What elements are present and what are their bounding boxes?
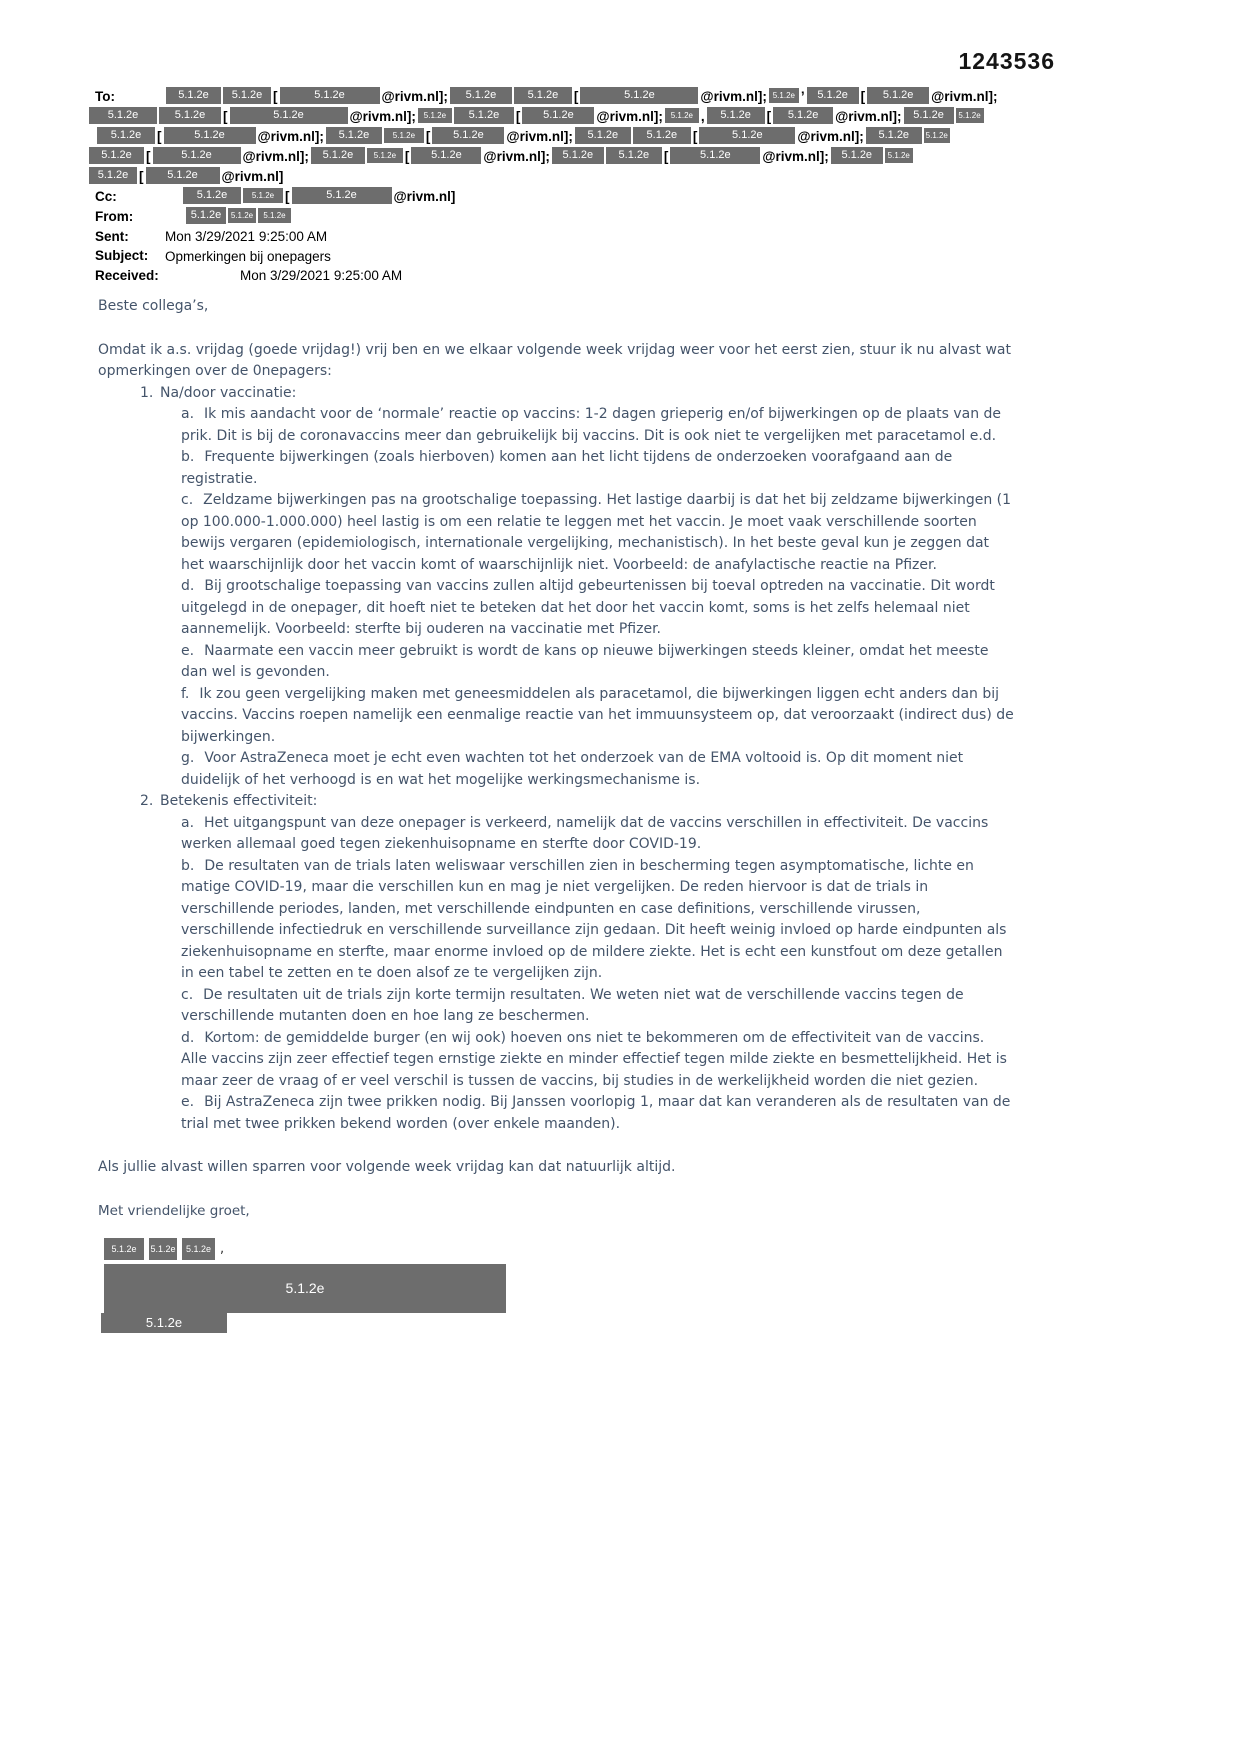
sub-item-text: De resultaten van de trials laten weliswaar verschillen zien in bescherming tegen asymptomatische, lichte en matige COVID-19, maar die verschillen kun en mag je niet vergelijken. De reden hiervoor is dat de trials in verschillende periodes, landen, met verschillende eindpunten en case definitions, verschillende virussen, verschillende infectiedruk en verschillende surveillance zijn gedaan. Dit heeft weinig invloed op harde eindpunten als ziekenhuisopname en sterfte, maar enorme invloed op de mildere ziekte. Het is echt een kunstfout om deze getallen in een tabel te zetten en te doen alsof ze te vergelijken zijn. bbox=[181, 857, 1007, 981]
header-text-fragment: @rivm.nl]; bbox=[931, 88, 998, 104]
signature-redaction-box: 5.1.2e bbox=[182, 1238, 215, 1260]
sub-item-letter: d. bbox=[181, 1029, 195, 1046]
header-row bbox=[88, 246, 1201, 266]
signature-bottom-redaction-box: 5.1.2e bbox=[101, 1313, 227, 1333]
header-field-value: Opmerkingen bij onepagers bbox=[165, 248, 331, 264]
redaction-box: 5.1.2e bbox=[164, 127, 256, 144]
header-text-fragment: @rivm.nl]; bbox=[381, 88, 448, 104]
sub-item-text: Frequente bijwerkingen (zoals hierboven) komen aan het licht tijdens de onderzoeken voorafgaand aan de registratie. bbox=[181, 449, 953, 487]
redaction-box: 5.1.2e bbox=[580, 87, 698, 104]
sub-item-letter: f. bbox=[181, 685, 190, 702]
redaction-box: 5.1.2e bbox=[866, 127, 922, 144]
header-text-fragment: [ bbox=[223, 108, 228, 124]
list-item-title: Na/door vaccinatie: bbox=[160, 384, 297, 401]
header-text-fragment: [ bbox=[273, 88, 278, 104]
sub-item-letter: d. bbox=[181, 578, 195, 594]
redaction-box: 5.1.2e bbox=[450, 87, 512, 104]
header-text-fragment: @rivm.nl]; bbox=[483, 148, 550, 164]
sub-item-text: Ik zou geen vergelijking maken met geneesmiddelen als paracetamol, die bijwerkingen liggen echt anders dan bij vaccins. Vaccins roepen namelijk een eenmalige reactie van het immuunsysteem op, dat veroorzaakt (indirect dus) de bijwerkingen. bbox=[181, 685, 1014, 745]
list-item bbox=[98, 791, 1014, 813]
sub-item-text: Ik mis aandacht voor de ‘normale’ reactie op vaccins: 1-2 dagen grieperig en/of bijwerkingen op de plaats van de prik. Dit is bij de coronavaccins meer dan gebruikelijk bij vaccins. Dit is ook niet te vergelijken met paracetamol e.d. bbox=[181, 406, 1002, 444]
header-text-fragment: @rivm.nl]; bbox=[349, 108, 416, 124]
sub-item-text: Kortom: de gemiddelde burger (en wij ook) hoeven ons niet te bekommeren om de effectiviteit van de vaccins. Alle vaccins zijn zeer effectief tegen ernstige ziekte en minder effectief tegen milde ziekte en besmettelijkheid. Het is maar zeer de vraag of er veel verschil is tussen de vaccins, bij studies in de werkelijkheid worden die niet gezien. bbox=[181, 1029, 1007, 1089]
header-row bbox=[88, 106, 1201, 126]
header-field-label: Sent: bbox=[95, 228, 129, 244]
redaction-box: 5.1.2e bbox=[159, 107, 221, 124]
list-item bbox=[98, 383, 1014, 405]
list-number: 2. bbox=[140, 793, 154, 809]
sub-item-text: Het uitgangspunt van deze onepager is verkeerd, namelijk dat de vaccins verschillen in effectiviteit. De vaccins werken allemaal goed tegen ziekenhuisopname en sterfte door COVID-19. bbox=[181, 814, 989, 852]
sub-item-letter: e. bbox=[181, 1094, 195, 1110]
header-text-fragment: [ bbox=[285, 188, 290, 204]
redaction-box: 5.1.2e bbox=[956, 108, 984, 123]
header-text-fragment: [ bbox=[146, 148, 151, 164]
header-field-label: From: bbox=[95, 208, 134, 224]
sub-item-text: De resultaten uit de trials zijn korte termijn resultaten. We weten niet wat de verschillende vaccins tegen de verschillende mutanten doen en hoe lang ze beschermen. bbox=[181, 986, 964, 1024]
redaction-box: 5.1.2e bbox=[183, 187, 241, 204]
redaction-box: 5.1.2e bbox=[707, 107, 765, 124]
list-sub-item bbox=[98, 856, 1014, 985]
header-text-fragment: [ bbox=[515, 108, 521, 124]
redaction-box: 5.1.2e bbox=[773, 107, 833, 124]
list-sub-item bbox=[98, 813, 1014, 856]
signature-block bbox=[104, 1238, 1014, 1333]
redaction-box: 5.1.2e bbox=[280, 87, 380, 104]
redaction-box: 5.1.2e bbox=[311, 147, 365, 164]
redaction-box: 5.1.2e bbox=[904, 107, 954, 124]
redaction-box: 5.1.2e bbox=[258, 208, 291, 223]
email-header bbox=[88, 86, 1201, 285]
signature-comma: , bbox=[220, 1241, 225, 1257]
greeting: Beste collega’s, bbox=[98, 298, 209, 314]
redaction-box: 5.1.2e bbox=[522, 107, 594, 124]
redaction-box: 5.1.2e bbox=[633, 127, 691, 144]
header-text-fragment: @rivm.nl]; bbox=[257, 128, 324, 144]
list-sub-item bbox=[98, 576, 1014, 641]
redaction-box: 5.1.2e bbox=[867, 87, 929, 104]
sub-item-letter: b. bbox=[181, 857, 195, 874]
redaction-box: 5.1.2e bbox=[769, 88, 799, 103]
redaction-box: 5.1.2e bbox=[411, 147, 481, 164]
redaction-box: 5.1.2e bbox=[606, 147, 662, 164]
header-text-fragment: @rivm.nl]; bbox=[762, 148, 829, 164]
sub-item-letter: g. bbox=[181, 750, 195, 766]
header-row bbox=[88, 166, 1201, 186]
sub-item-text: Bij grootschalige toepassing van vaccins zullen altijd gebeurtenissen bij toeval optreden na vaccinatie. Dit wordt uitgelegd in de onepager, dit hoeft niet te beteken dat het door het vaccin komt, soms is het zelfs helemaal niet aannemelijk. Voorbeeld: sterfte bij ouderen na vaccinatie met Pfizer. bbox=[181, 578, 995, 637]
header-text-fragment: @rivm.nl]; bbox=[700, 88, 767, 104]
closing-paragraph: Als jullie alvast willen sparren voor volgende week vrijdag kan dat natuurlijk altijd. bbox=[98, 1159, 676, 1175]
header-text-fragment: [ bbox=[157, 128, 162, 144]
redaction-box: 5.1.2e bbox=[228, 208, 256, 223]
header-field-label: Received: bbox=[95, 268, 159, 284]
header-gap bbox=[165, 216, 185, 217]
header-text-fragment: [ bbox=[766, 108, 772, 124]
redaction-box: 5.1.2e bbox=[89, 167, 137, 184]
document-number: 1243536 bbox=[958, 48, 1055, 74]
header-field-value: Mon 3/29/2021 9:25:00 AM bbox=[240, 268, 403, 284]
redaction-box: 5.1.2e bbox=[665, 108, 699, 123]
header-text-fragment: @rivm.nl]; bbox=[506, 128, 573, 144]
email-body bbox=[98, 296, 1014, 1333]
header-text-fragment: [ bbox=[139, 168, 144, 184]
list-sub-item bbox=[98, 684, 1014, 749]
redaction-box: 5.1.2e bbox=[924, 128, 950, 143]
header-row bbox=[88, 206, 1201, 226]
sub-item-letter: a. bbox=[181, 406, 195, 422]
header-text-fragment: [ bbox=[573, 88, 579, 104]
redaction-box: 5.1.2e bbox=[97, 127, 155, 144]
redaction-box: 5.1.2e bbox=[699, 127, 795, 144]
redaction-box: 5.1.2e bbox=[166, 87, 221, 104]
redaction-box: 5.1.2e bbox=[807, 87, 859, 104]
redaction-box: 5.1.2e bbox=[223, 87, 271, 104]
header-text-fragment: @rivm.nl]; bbox=[596, 108, 663, 124]
redaction-box: 5.1.2e bbox=[292, 187, 392, 204]
header-text-fragment: ’ bbox=[800, 88, 805, 104]
signature-redaction-box: 5.1.2e bbox=[149, 1238, 177, 1260]
header-field-label: Subject: bbox=[95, 248, 149, 264]
sub-item-text: Voor AstraZeneca moet je echt even wachten tot het onderzoek van de EMA voltooid is. Op dit moment niet duidelijk of het verhoogd is en wat het mogelijke werkingsmechanisme is. bbox=[181, 750, 964, 788]
redaction-box: 5.1.2e bbox=[153, 147, 241, 164]
sub-item-letter: e. bbox=[181, 642, 195, 659]
sub-item-letter: a. bbox=[181, 814, 195, 831]
signature-redaction-box: 5.1.2e bbox=[104, 1238, 144, 1260]
redaction-box: 5.1.2e bbox=[831, 147, 883, 164]
redaction-box: 5.1.2e bbox=[243, 188, 283, 203]
header-text-fragment: @rivm.nl]; bbox=[797, 128, 864, 144]
header-field-value: Mon 3/29/2021 9:25:00 AM bbox=[165, 228, 328, 244]
header-text-fragment: [ bbox=[692, 128, 698, 144]
list-sub-item bbox=[98, 1028, 1014, 1093]
header-text-fragment: [ bbox=[425, 128, 431, 144]
list-number: 1. bbox=[140, 384, 154, 401]
sub-item-letter: b. bbox=[181, 449, 195, 465]
redaction-box: 5.1.2e bbox=[230, 107, 348, 124]
sub-item-text: Zeldzame bijwerkingen pas na grootschalige toepassing. Het lastige daarbij is dat het bij zeldzame bijwerkingen (1 op 100.000-1.000.000) heel lastig is om een relatie te leggen met het vaccin. Je moet vaak verschillende soorten bewijs vergaren (epidemiologisch, internationale vergelijking, mechanistisch). In het beste geval kun je zeggen dat het waarschijnlijk door het vaccin komt of waarschijnlijk niet. Voorbeeld: de anafylactische reactie na Pfizer. bbox=[181, 492, 1012, 573]
list-sub-item bbox=[98, 985, 1014, 1028]
sub-item-text: Bij AstraZeneca zijn twee prikken nodig. Bij Janssen voorlopig 1, maar dat kan veranderen als de resultaten van de trial met twee prikken bekend worden (over enkele maanden). bbox=[181, 1094, 1011, 1132]
header-gap bbox=[165, 196, 182, 197]
sub-item-letter: c. bbox=[181, 492, 194, 508]
redaction-box: 5.1.2e bbox=[384, 128, 424, 143]
header-text-fragment: @rivm.nl] bbox=[393, 188, 456, 204]
header-text-fragment: @rivm.nl]; bbox=[835, 108, 902, 124]
redaction-box: 5.1.2e bbox=[454, 107, 514, 124]
header-text-fragment: @rivm.nl]; bbox=[242, 148, 309, 164]
intro-paragraph: Omdat ik a.s. vrijdag (goede vrijdag!) vrij ben en we elkaar volgende week vrijdag weer voor het eerst zien, stuur ik nu alvast wat opmerkingen over de 0nepagers: bbox=[98, 341, 1011, 379]
sub-item-text: Naarmate een vaccin meer gebruikt is wordt de kans op nieuwe bijwerkingen steeds kleiner, omdat het meeste dan wel is gevonden. bbox=[181, 642, 989, 680]
redaction-box: 5.1.2e bbox=[89, 147, 144, 164]
redaction-box: 5.1.2e bbox=[146, 167, 220, 184]
header-text-fragment: , bbox=[700, 108, 705, 124]
list-sub-item bbox=[98, 490, 1014, 576]
header-row bbox=[88, 186, 1201, 206]
header-row bbox=[88, 126, 1201, 146]
sub-item-letter: c. bbox=[181, 986, 194, 1003]
header-field-label: Cc: bbox=[95, 188, 117, 204]
header-text-fragment: @rivm.nl] bbox=[221, 168, 284, 184]
list-sub-item bbox=[98, 404, 1014, 447]
list-sub-item bbox=[98, 1092, 1014, 1135]
redaction-box: 5.1.2e bbox=[89, 107, 157, 124]
redaction-box: 5.1.2e bbox=[575, 127, 631, 144]
header-text-fragment: [ bbox=[860, 88, 866, 104]
redaction-box: 5.1.2e bbox=[367, 148, 403, 163]
list-sub-item bbox=[98, 641, 1014, 684]
redaction-box: 5.1.2e bbox=[418, 108, 452, 123]
redaction-box: 5.1.2e bbox=[552, 147, 604, 164]
comments-list bbox=[98, 383, 1014, 1136]
signature-large-redaction-box: 5.1.2e bbox=[104, 1264, 506, 1313]
header-text-fragment: [ bbox=[404, 148, 410, 164]
list-item-title: Betekenis effectiviteit: bbox=[160, 793, 318, 809]
header-row bbox=[88, 86, 1201, 106]
redaction-box: 5.1.2e bbox=[514, 87, 572, 104]
redaction-box: 5.1.2e bbox=[432, 127, 504, 144]
redaction-box: 5.1.2e bbox=[670, 147, 760, 164]
header-row bbox=[88, 226, 1201, 246]
list-sub-item bbox=[98, 447, 1014, 490]
signature-name-row bbox=[104, 1238, 1014, 1262]
header-field-label: To: bbox=[95, 88, 115, 104]
redaction-box: 5.1.2e bbox=[186, 207, 226, 224]
header-text-fragment: [ bbox=[663, 148, 669, 164]
header-row bbox=[88, 265, 1201, 285]
redaction-box: 5.1.2e bbox=[326, 127, 382, 144]
signoff: Met vriendelijke groet, bbox=[98, 1202, 250, 1219]
list-sub-item bbox=[98, 748, 1014, 791]
redaction-box: 5.1.2e bbox=[885, 148, 913, 163]
header-row bbox=[88, 146, 1201, 166]
